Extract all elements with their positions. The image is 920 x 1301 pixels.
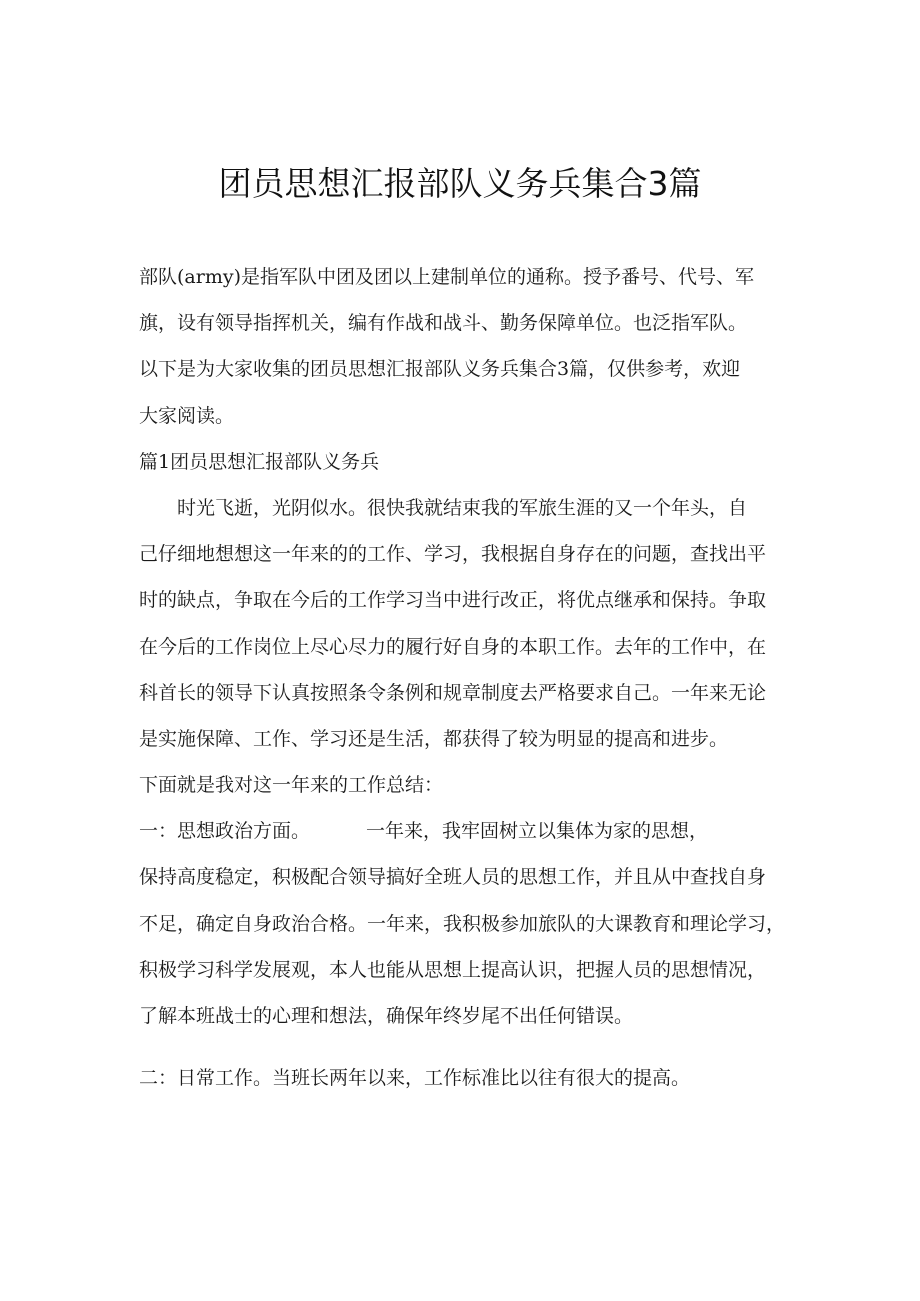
paragraph-line: 保持高度稳定，积极配合领导搞好全班人员的思想工作，并且从中查找自身 — [139, 866, 767, 889]
paragraph-line: 积极学习科学发展观，本人也能从思想上提高认识，把握人员的思想情况， — [139, 958, 767, 981]
point-1-first: 一年来，我牢固树立以集体为家的思想， — [366, 820, 709, 843]
paragraph-line: 在今后的工作岗位上尽心尽力的履行好自身的本职工作。去年的工作中，在 — [139, 635, 767, 658]
document-title: 团员思想汇报部队义务兵集合3篇 — [218, 164, 702, 203]
paragraph-line: 时的缺点，争取在今后的工作学习当中进行改正，将优点继承和保持。争取 — [139, 589, 767, 612]
intro-line: 大家阅读。 — [139, 404, 235, 427]
paragraph-line: 是实施保障、工作、学习还是生活，都获得了较为明显的提高和进步。 — [139, 727, 729, 750]
paragraph-line: 时光飞逝，光阴似水。很快我就结束我的军旅生涯的又一个年头，自 — [177, 496, 748, 519]
summary-lead: 下面就是我对这一年来的工作总结： — [139, 774, 444, 797]
paragraph-line: 不足，确定自身政治合格。一年来，我积极参加旅队的大课教育和理论学习， — [139, 912, 786, 935]
section-heading: 篇1团员思想汇报部队义务兵 — [139, 450, 380, 473]
intro-line: 以下是为大家收集的团员思想汇报部队义务兵集合3篇，仅供参考，欢迎 — [139, 358, 741, 381]
point-1-label: 一：思想政治方面。 — [139, 820, 311, 843]
paragraph-line: 己仔细地想想这一年来的的工作、学习，我根据自身存在的问题，查找出平 — [139, 543, 767, 566]
paragraph-line: 了解本班战士的心理和想法，确保年终岁尾不出任何错误。 — [139, 1005, 634, 1027]
document-body — [139, 254, 801, 1101]
point-2: 二：日常工作。当班长两年以来，工作标准比以往有很大的提高。 — [139, 1067, 691, 1090]
paragraph-gap — [139, 1039, 801, 1055]
point-1-header — [139, 808, 801, 854]
intro-line: 部队(army)是指军队中团及团以上建制单位的通称。授予番号、代号、军 — [139, 266, 754, 288]
paragraph-line: 科首长的领导下认真按照条令条例和规章制度去严格要求自己。一年来无论 — [139, 681, 767, 704]
intro-line: 旗，设有领导指挥机关，编有作战和战斗、勤务保障单位。也泛指军队。 — [139, 312, 748, 335]
